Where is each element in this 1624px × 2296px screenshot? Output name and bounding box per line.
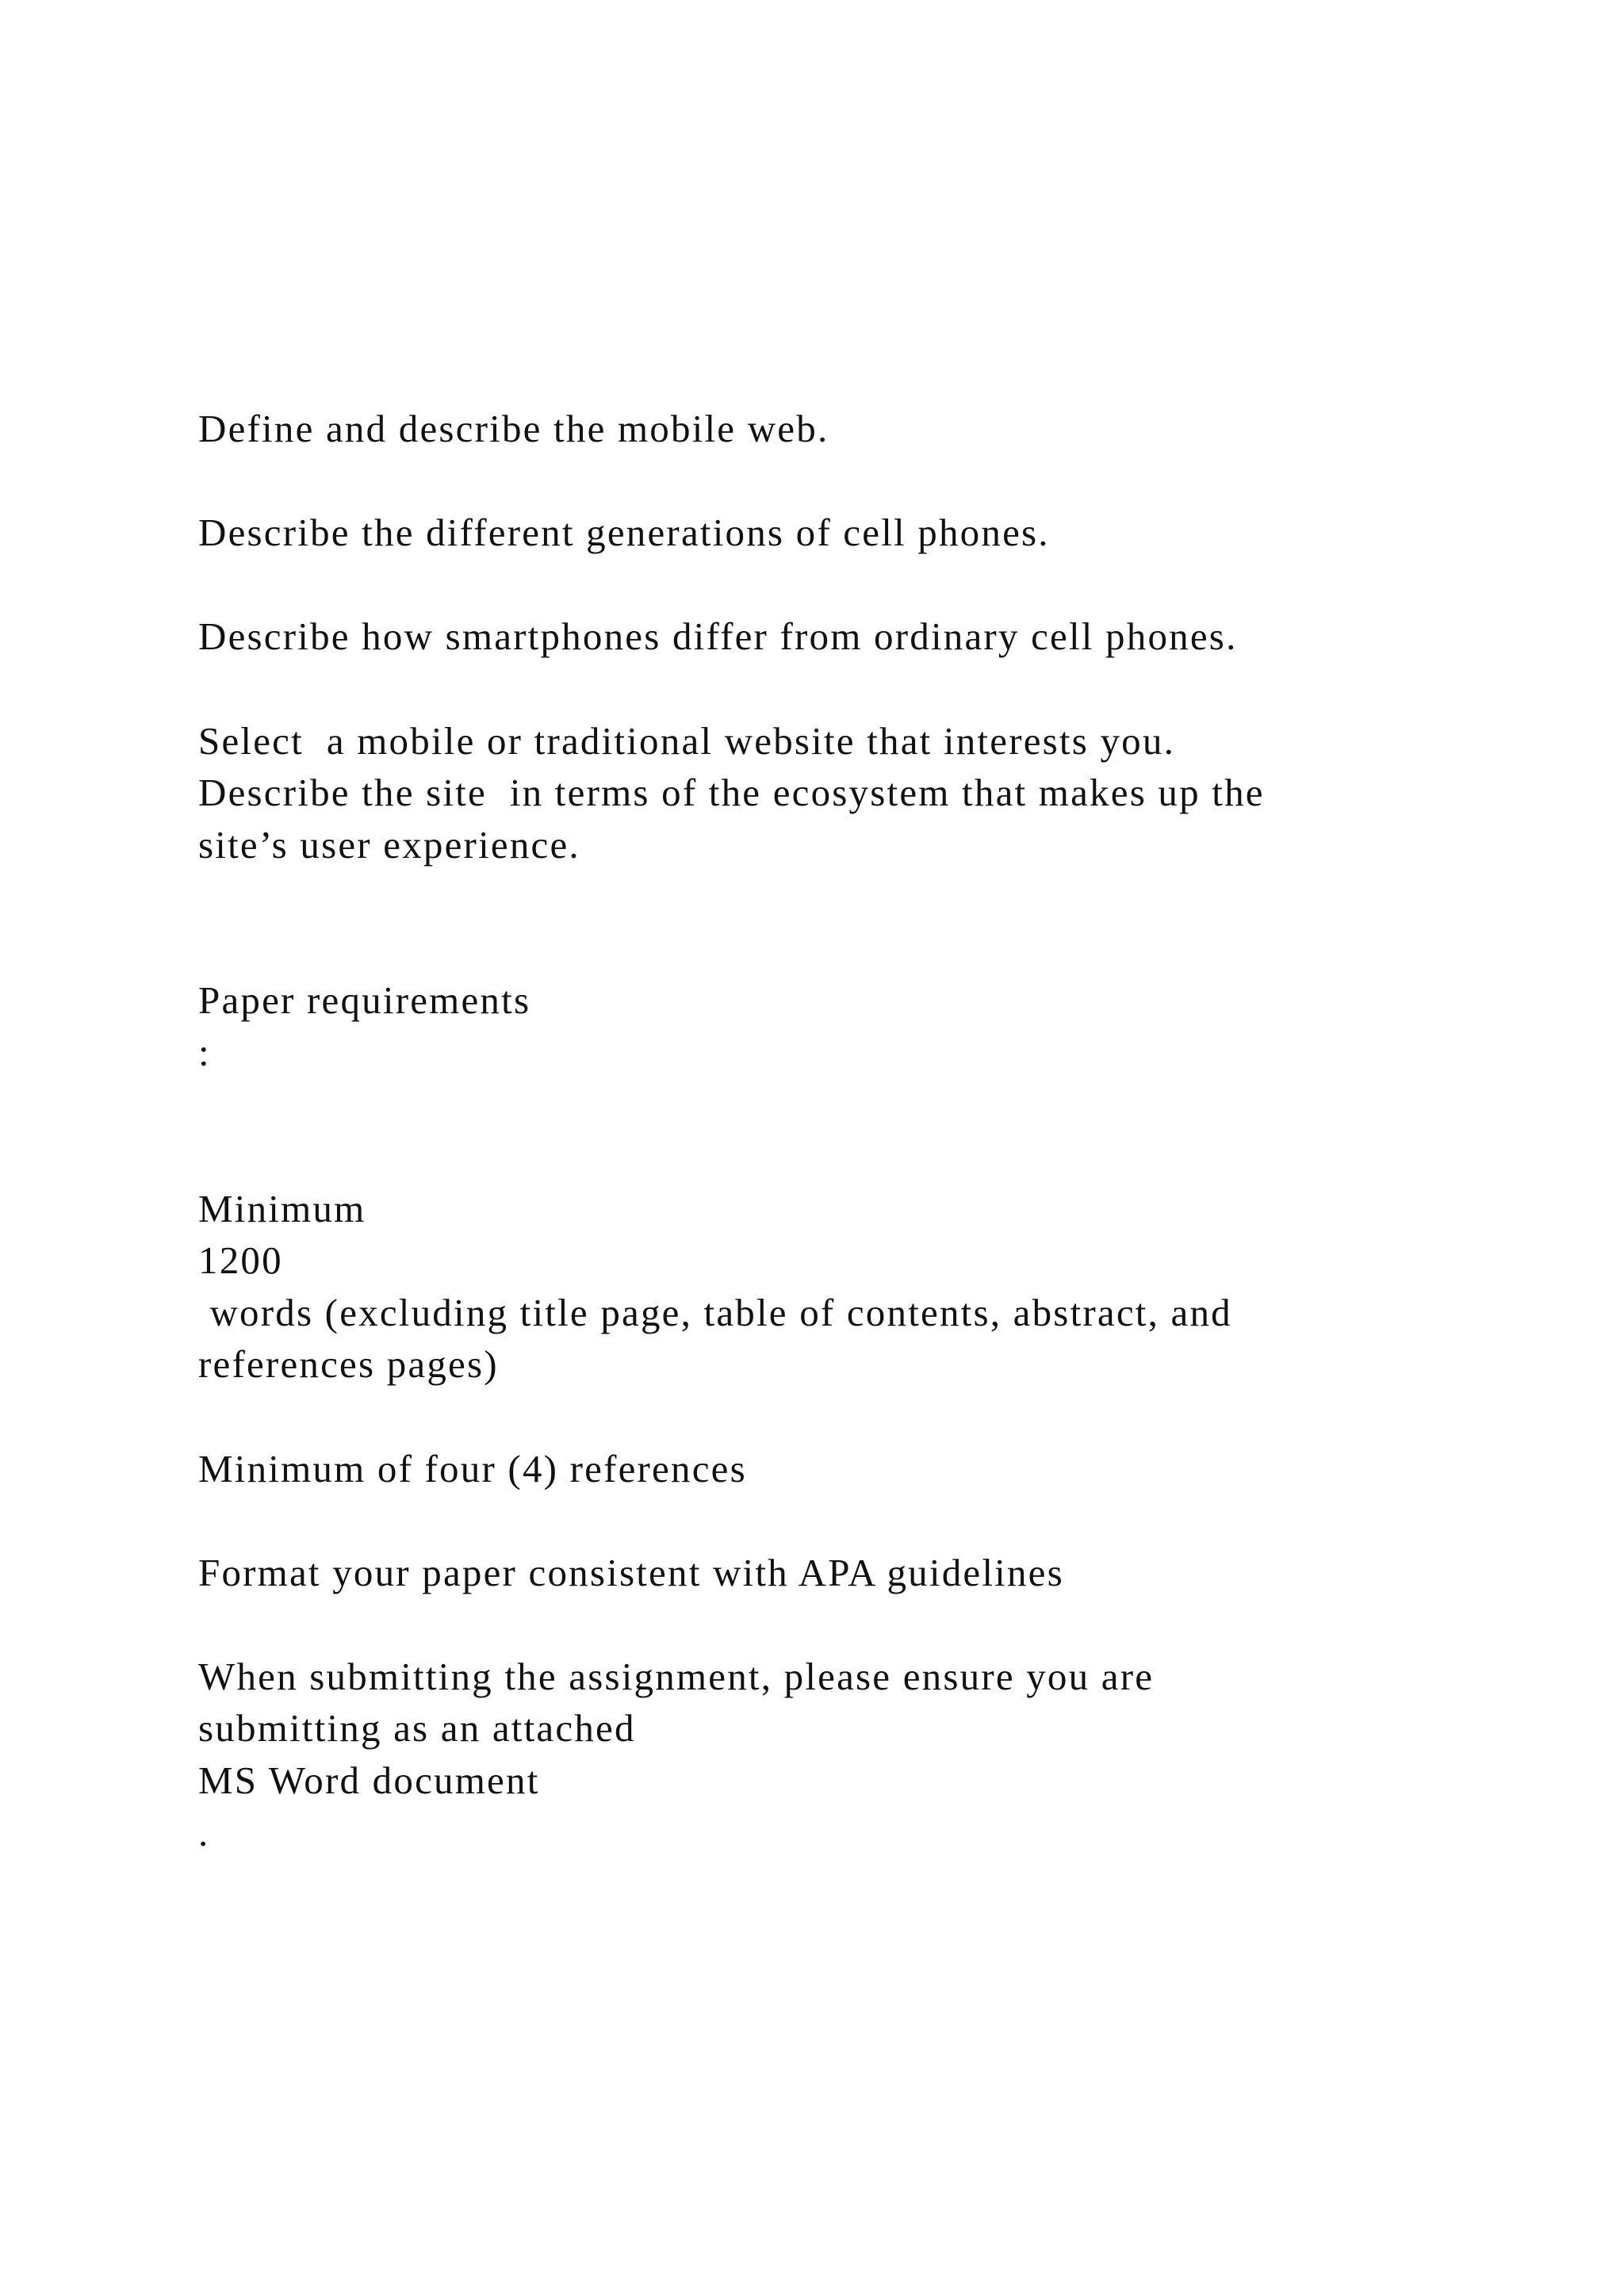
question-website-line-2: Describe the site in terms of the ecosystem that makes up the	[198, 771, 1265, 815]
requirement-words-line-2: references pages)	[198, 1342, 499, 1387]
requirement-submit-line-2: submitting as an attached	[198, 1706, 636, 1751]
requirements-colon: :	[198, 1030, 211, 1074]
paragraph-gap	[198, 1494, 1546, 1547]
question-website-line-1: Select a mobile or traditional website that interests you.	[198, 718, 1176, 763]
requirement-word-count: 1200	[198, 1238, 283, 1283]
question-smartphones: Describe how smartphones differ from ordinary cell phones.	[198, 614, 1238, 659]
question-mobile-web: Define and describe the mobile web.	[198, 407, 829, 450]
requirement-submit-line-3: MS Word document	[198, 1758, 540, 1803]
paragraph-gap	[198, 455, 1546, 507]
section-gap	[198, 871, 1546, 974]
paragraph-gap	[198, 1391, 1546, 1443]
requirement-minimum-label: Minimum	[198, 1186, 366, 1230]
document-body	[198, 403, 1546, 1858]
requirement-submit-period: .	[198, 1810, 210, 1854]
question-website-line-3: site’s user experience.	[198, 822, 580, 867]
paragraph-gap	[198, 559, 1546, 611]
requirement-submit-line-1: When submitting the assignment, please ensure you are	[198, 1654, 1155, 1698]
question-generations: Describe the different generations of cell phones.	[198, 511, 1050, 555]
section-gap	[198, 1079, 1546, 1183]
paragraph-gap	[198, 1598, 1546, 1651]
requirements-heading: Paper requirements	[198, 978, 531, 1023]
requirement-references: Minimum of four (4) references	[198, 1446, 747, 1490]
paragraph-gap	[198, 663, 1546, 715]
requirement-words-line-1: words (excluding title page, table of contents, abstract, and	[198, 1290, 1232, 1334]
requirement-apa-format: Format your paper consistent with APA guidelines	[198, 1550, 1064, 1594]
